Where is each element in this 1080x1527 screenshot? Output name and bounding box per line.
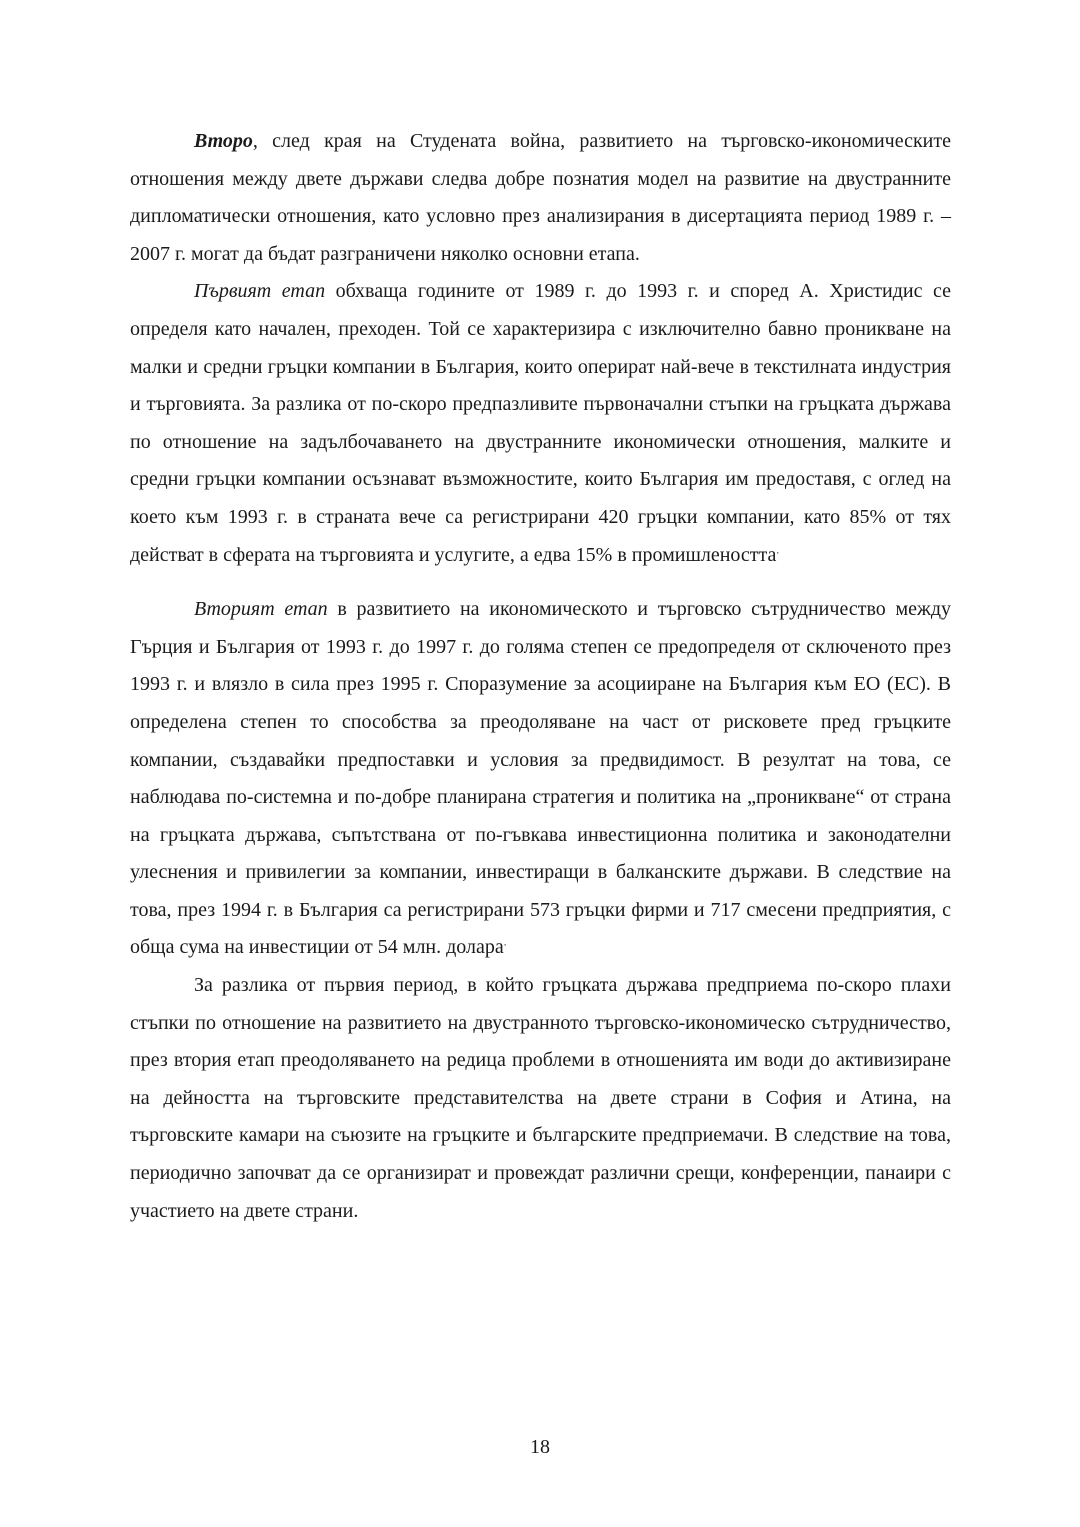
paragraph-body: За разлика от първия период, в който гръцката държава предприема по-скоро плахи стъпки по отношение на развитието на двустранното търговско-икономическо сътрудничество, през втория етап преодоляването на редица проблеми в отношенията им води до активизиране на дейността на търговските представителства на двете страни в София и Атина, на търговските камари на съюзите на гръцките и българските предприемачи. В следствие на това, периодично започват да се организират и провеждат различни срещи, конференции, панаири с участието на двете страни. — [130, 974, 951, 1222]
document-page — [130, 123, 951, 1230]
paragraph-second — [130, 123, 951, 273]
paragraph-lead-emphasis: Вторият етап — [194, 598, 328, 621]
paragraph-lead-emphasis: Второ — [194, 130, 253, 152]
paragraph-first-stage — [130, 273, 951, 574]
page-number: 18 — [530, 1436, 550, 1458]
paragraph-second-stage — [130, 591, 951, 967]
footnote-marker: . — [776, 543, 780, 556]
footnote-marker: . — [503, 936, 507, 949]
paragraph-body: , след края на Студената война, развитието на търговско-икономическите отношения между двете държави следва добре познатия модел на развитие на двустранните дипломатически отношения, като условно през анализирания в дисертацията период 1989 г. – 2007 г. могат да бъдат разграничени няколко основни етапа. — [130, 130, 951, 265]
paragraph-body: обхваща годините от 1989 г. до 1993 г. и според А. Христидис се определя като начален, преходен. Той се характеризира с изключително бавно проникване на малки и средни гръцки компании в България, които оперират най-вече в текстилната индустрия и търговията. За разлика от по-скоро предпазливите първоначални стъпки на гръцката държава по отношение на задълбочаването на двустранните икономически отношения, малките и средни гръцки компании осъзнават възможностите, които България им предоставя, с оглед на което към 1993 г. в страната вече са регистрирани 420 гръцки компании, като 85% от тях действат в сферата на търговията и услугите, а едва 15% в промишлеността — [130, 280, 952, 566]
paragraph-body: в развитието на икономическото и търговско сътрудничество между Гърция и България от 1993 г. до 1997 г. до голяма степен се предопределя от сключеното през 1993 г. и влязло в сила през 1995 г. Споразумение за асоцииране на България към ЕО (ЕС). В определена степен то способства за преодоляване на част от рисковете пред гръцките компании, създавайки предпоставки и условия за предвидимост. В резултат на това, се наблюдава по-системна и по-добре планирана стратегия и политика на „проникване“ от страна на гръцката държава, съпътствана от по-гъвкава инвестиционна политика и законодателни улеснения и привилегии за компании, инвестиращи в балканските държави. В следствие на това, през 1994 г. в България са регистрирани 573 гръцки фирми и 717 смесени предприятия, с обща сума на инвестиции от 54 млн. долара — [130, 598, 951, 959]
paragraph-comparison — [130, 967, 951, 1230]
paragraph-lead-emphasis: Първият етап — [194, 280, 326, 303]
